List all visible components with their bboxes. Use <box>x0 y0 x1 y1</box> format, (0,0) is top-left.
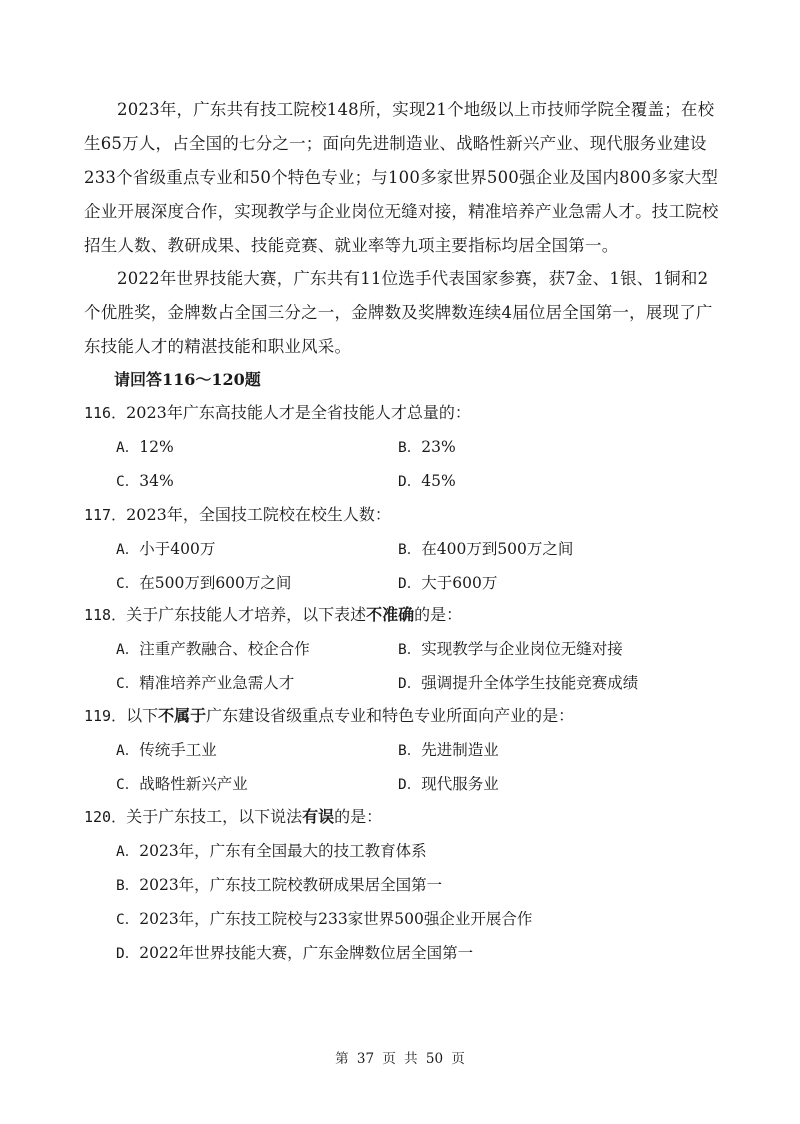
question-stem <box>84 699 734 733</box>
option-letter: B． <box>398 542 422 558</box>
option-text: 精准培养产业急需人才 <box>139 674 295 692</box>
option-letter: B． <box>398 642 422 658</box>
question-number: 117． <box>84 506 127 524</box>
option-text: 12% <box>139 438 174 456</box>
options-grid <box>116 733 734 801</box>
question-number: 118． <box>84 606 127 624</box>
question-number: 120． <box>84 808 127 826</box>
option-letter: D． <box>398 777 422 793</box>
option-text: 2023年，广东技工院校与233家世界500强企业开展合作 <box>139 910 533 928</box>
option-text: 传统手工业 <box>139 741 217 759</box>
question-number: 116． <box>84 404 127 422</box>
option-c[interactable] <box>116 566 398 600</box>
question-stem <box>84 498 734 532</box>
question-stem <box>84 396 734 430</box>
option-b[interactable] <box>398 733 728 767</box>
options-list <box>116 834 734 970</box>
option-text: 实现教学与企业岗位无缝对接 <box>421 640 623 658</box>
option-c[interactable] <box>116 464 398 498</box>
option-text: 战略性新兴产业 <box>139 775 248 793</box>
option-text: 2023年，广东技工院校教研成果居全国第一 <box>139 876 443 894</box>
option-d[interactable] <box>398 464 728 498</box>
option-letter: C． <box>116 474 140 490</box>
option-text: 现代服务业 <box>421 775 499 793</box>
option-b[interactable] <box>116 868 728 902</box>
option-c[interactable] <box>116 902 728 936</box>
option-letter: A． <box>116 542 140 558</box>
option-text: 2022年世界技能大赛，广东金牌数位居全国第一 <box>139 944 474 962</box>
option-text: 在400万到500万之间 <box>421 540 574 558</box>
option-text: 2023年，广东有全国最大的技工教育体系 <box>139 842 427 860</box>
passage-paragraph-1: 2023年，广东共有技工院校148所，实现21个地级以上市技师学院全覆盖；在校生65万人，占全国的七分之一；面向先进制造业、战略性新兴产业、现代服务业建设233个省级重点专业和50个特色专业；与100多家世界500强企业及国内800多家大型企业开展深度合作，实现教学与企业岗位无缝对接，精准培养产业急需人才。技工院校招生人数、教研成果、技能竞赛、就业率等九项主要指标均居全国第一。 <box>84 100 719 255</box>
option-letter: C． <box>116 576 140 592</box>
option-a[interactable] <box>116 532 398 566</box>
options-grid <box>116 632 734 700</box>
option-text: 小于400万 <box>139 540 216 558</box>
option-a[interactable] <box>116 430 398 464</box>
question-emphasis: 不属于 <box>158 706 207 725</box>
question-118 <box>84 598 734 700</box>
page-number-footer: 第 37 页 共 50 页 <box>335 1051 465 1067</box>
option-a[interactable] <box>116 632 398 666</box>
option-c[interactable] <box>116 767 398 801</box>
option-letter: B． <box>116 878 140 894</box>
question-instruction: 请回答116～120题 <box>114 370 261 389</box>
question-text-after: 的是： <box>414 605 463 624</box>
option-b[interactable] <box>398 632 728 666</box>
option-letter: A． <box>116 440 140 456</box>
options-grid <box>116 532 734 600</box>
option-b[interactable] <box>398 430 728 464</box>
option-d[interactable] <box>398 767 728 801</box>
question-text: 2023年，全国技工院校在校生人数： <box>126 505 391 524</box>
question-117 <box>84 498 734 600</box>
option-text: 34% <box>139 472 174 490</box>
passage-paragraph-2: 2022年世界技能大赛，广东共有11位选手代表国家参赛，获7金、1银、1铜和2个优胜奖，金牌数占全国三分之一，金牌数及奖牌数连续4届位居全国第一，展现了广东技能人才的精湛技能和职业风采。 <box>84 269 713 356</box>
option-text: 先进制造业 <box>421 741 499 759</box>
option-letter: B． <box>398 440 422 456</box>
option-text: 强调提升全体学生技能竞赛成绩 <box>421 674 639 692</box>
option-c[interactable] <box>116 666 398 700</box>
option-letter: D． <box>116 946 140 962</box>
option-text: 45% <box>421 472 456 490</box>
question-text-after: 广东建设省级重点专业和特色专业所面向产业的是： <box>206 706 575 725</box>
question-text-before: 关于广东技工，以下说法 <box>126 807 303 826</box>
option-letter: C． <box>116 777 140 793</box>
option-letter: A． <box>116 844 140 860</box>
option-d[interactable] <box>398 566 728 600</box>
question-120 <box>84 800 734 970</box>
question-text: 2023年广东高技能人才是全省技能人才总量的： <box>126 403 471 422</box>
option-letter: D． <box>398 474 422 490</box>
option-letter: C． <box>116 676 140 692</box>
option-text: 23% <box>421 438 456 456</box>
question-emphasis: 不准确 <box>366 605 415 624</box>
option-text: 注重产教融合、校企合作 <box>139 640 310 658</box>
question-number: 119． <box>84 707 127 725</box>
option-d[interactable] <box>116 936 728 970</box>
option-letter: D． <box>398 576 422 592</box>
question-text-before: 关于广东技能人才培养，以下表述 <box>126 605 367 624</box>
option-text: 大于600万 <box>421 574 498 592</box>
question-119 <box>84 699 734 801</box>
option-letter: A． <box>116 642 140 658</box>
question-stem <box>84 800 734 834</box>
question-116 <box>84 396 734 498</box>
option-b[interactable] <box>398 532 728 566</box>
question-text-before: 以下 <box>126 706 159 725</box>
option-letter: A． <box>116 743 140 759</box>
option-d[interactable] <box>398 666 728 700</box>
option-text: 在500万到600万之间 <box>139 574 292 592</box>
option-letter: C． <box>116 912 140 928</box>
option-a[interactable] <box>116 834 728 868</box>
question-stem <box>84 598 734 632</box>
options-grid <box>116 430 734 498</box>
option-letter: D． <box>398 676 422 692</box>
question-text-after: 的是： <box>334 807 383 826</box>
option-letter: B． <box>398 743 422 759</box>
question-emphasis: 有误 <box>302 807 335 826</box>
option-a[interactable] <box>116 733 398 767</box>
